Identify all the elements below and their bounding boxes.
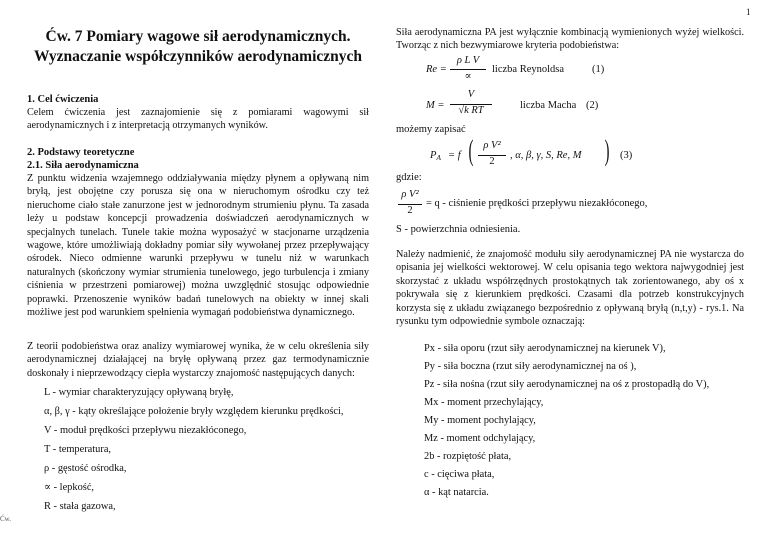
symbol-Mx: Mx - moment przechylający, [424, 397, 544, 408]
section-2-1-heading: 2.1. Siła aerodynamiczna [27, 160, 139, 171]
symbol-alpha: α - kąt natarcia. [424, 487, 489, 498]
symbol-2b: 2b - rozpiętość płata, [424, 451, 512, 462]
symbol-Py: Py - siła boczna (rzut siły aerodynamicznej na oś ), [424, 361, 637, 372]
eq3-numerator: ρ V² [483, 140, 501, 151]
list-item-T: T - temperatura, [44, 444, 112, 455]
eq3-left-paren: ( [468, 134, 474, 167]
list-item-angles: α, β, γ - kąty określające położenie bryły względem kierunku prędkości, [44, 406, 344, 417]
mozemy-zapisac: możemy zapisać [396, 124, 466, 135]
symbol-c: c - cięciwa płata, [424, 469, 495, 480]
q-numerator: ρ V² [401, 189, 419, 200]
symbol-Mz: Mz - moment odchylający, [424, 433, 536, 444]
eq2-numerator: V [467, 89, 475, 100]
eq2-denominator: √k RT [458, 105, 484, 116]
eq3-f: = f [448, 150, 461, 161]
eq3-P-sub: A [436, 153, 442, 162]
eq2-lhs: M = [426, 100, 445, 111]
q-denominator: 2 [407, 205, 413, 216]
list-item-L: L - wymiar charakteryzujący opływaną bryłę, [44, 387, 234, 398]
intro-text: Siła aerodynamiczna PA jest wyłącznie kombinacją wymienionych wyżej wielkości. Tworząc z nich bezwymiarowe kryteria podobieństwa: [396, 27, 744, 52]
list-item-R: R - stała gazowa, [44, 501, 116, 512]
list-item-V: V - moduł prędkości przepływu niezakłóconego, [44, 425, 247, 436]
list-item-rho: ρ - gęstość ośrodka, [44, 463, 127, 474]
eq1-label: liczba Reynoldsa [492, 64, 565, 75]
eq3-denominator: 2 [489, 156, 495, 167]
paragraph-2: Należy nadmienić, że znajomość modułu siły aerodynamicznej PA nie wystarcza do opisania jej wielkości wektorowej. W celu opisania tego wektora najwygodniej jest skorzystać z układu współrzędnych prostokątnych tak zorientowanego, aby oś x pokrywała się z kierunkiem prędkości. Czasami dla potrzeb konstrukcyjnych korzysta się z układu związanego bezpośrednio z opływaną bryłą (n,t,y) - rys.1. Na rysunku tym odpowiednie symbole oznaczają: [396, 249, 744, 328]
margin-mark: Ćw. [0, 515, 12, 523]
eq3-rest: , α, β, γ, S, Re, M [510, 150, 582, 161]
eq3-lhs [430, 150, 441, 162]
page-number: 1 [746, 7, 751, 17]
eq3-number: (3) [620, 150, 633, 161]
q-text: = q - ciśnienie prędkości przepływu niezakłóconego, [426, 198, 648, 209]
section-1-text: Celem ćwiczenia jest zaznajomienie się z pomiarami wagowymi sił aerodynamicznych i z interpretacją otrzymanych wyników. [27, 107, 369, 132]
symbol-Pz: Pz - siła nośna (rzut siły aerodynamicznej na oś z prostopadłą do V), [424, 379, 710, 390]
title-line-1: Ćw. 7 Pomiary wagowe sił aerodynamicznych. [45, 28, 351, 45]
list-item-viscosity: ∝ - lepkość, [44, 482, 95, 493]
gdzie: gdzie: [396, 172, 422, 183]
symbol-Px: Px - siła oporu (rzut siły aerodynamicznej na kierunek V), [424, 343, 666, 354]
eq1-number: (1) [592, 64, 605, 75]
s-text: S - powierzchnia odniesienia. [396, 224, 521, 235]
eq1-numerator: ρ L V [456, 55, 480, 66]
section-1-heading: 1. Cel ćwiczenia [27, 94, 99, 105]
symbol-My: My - moment pochylający, [424, 415, 536, 426]
section-2-1-text-2: Z teorii podobieństwa oraz analizy wymiarowej wynika, że w celu określenia siły aerodynamicznej działającej na bryłę opływaną przez gaz termodynamicznie doskonały i nieprzewodzący ciepła wystarczy znajomość następujących danych: [27, 341, 369, 379]
section-2-1-text: Z punktu widzenia wzajemnego oddziaływania między płynem a opływaną nim bryłą, jest obojętne czy porusza się ona w nieruchomym ośrodku czy też nieruchome ciało stałe zanurzone jest w jednorodnym strumieniu płynu. Ta zasada leży u podstaw koncepcji prowadzenia doświadczeń aerodynamicznych w specjalnych tunelach. Tunele takie można wyposażyć w stacjonarne urządzenia wagowe, które umożliwiają dokładny pomiar siły wywołanej przez przepływający ośrodek. Nieco odmienne warunki przepływu w tunelu niż w warunkach naturalnych (skończony wymiar strumienia tunelowego, jego turbulencja i zmiany ciśnienia w przestrzeni pomiarowej) można uwzględnić stosując odpowiednie poprawki. Przenoszenie wyników badań tunelowych na obiekty w innej skali możliwe jest pod warunkiem spełnienia wymagań podobieństwa dynamicznego. [27, 173, 369, 319]
eq3-right-paren: ) [604, 134, 610, 167]
eq1-lhs: Re = [426, 64, 447, 75]
eq2-number: (2) [586, 100, 599, 111]
title-line-2: Wyznaczanie współczynników aerodynamicznych [33, 48, 363, 65]
eq3-P: P [430, 150, 437, 161]
eq2-label: liczba Macha [520, 100, 577, 111]
section-2-heading: 2. Podstawy teoretyczne [27, 147, 135, 158]
eq1-denominator: ∝ [464, 71, 472, 82]
